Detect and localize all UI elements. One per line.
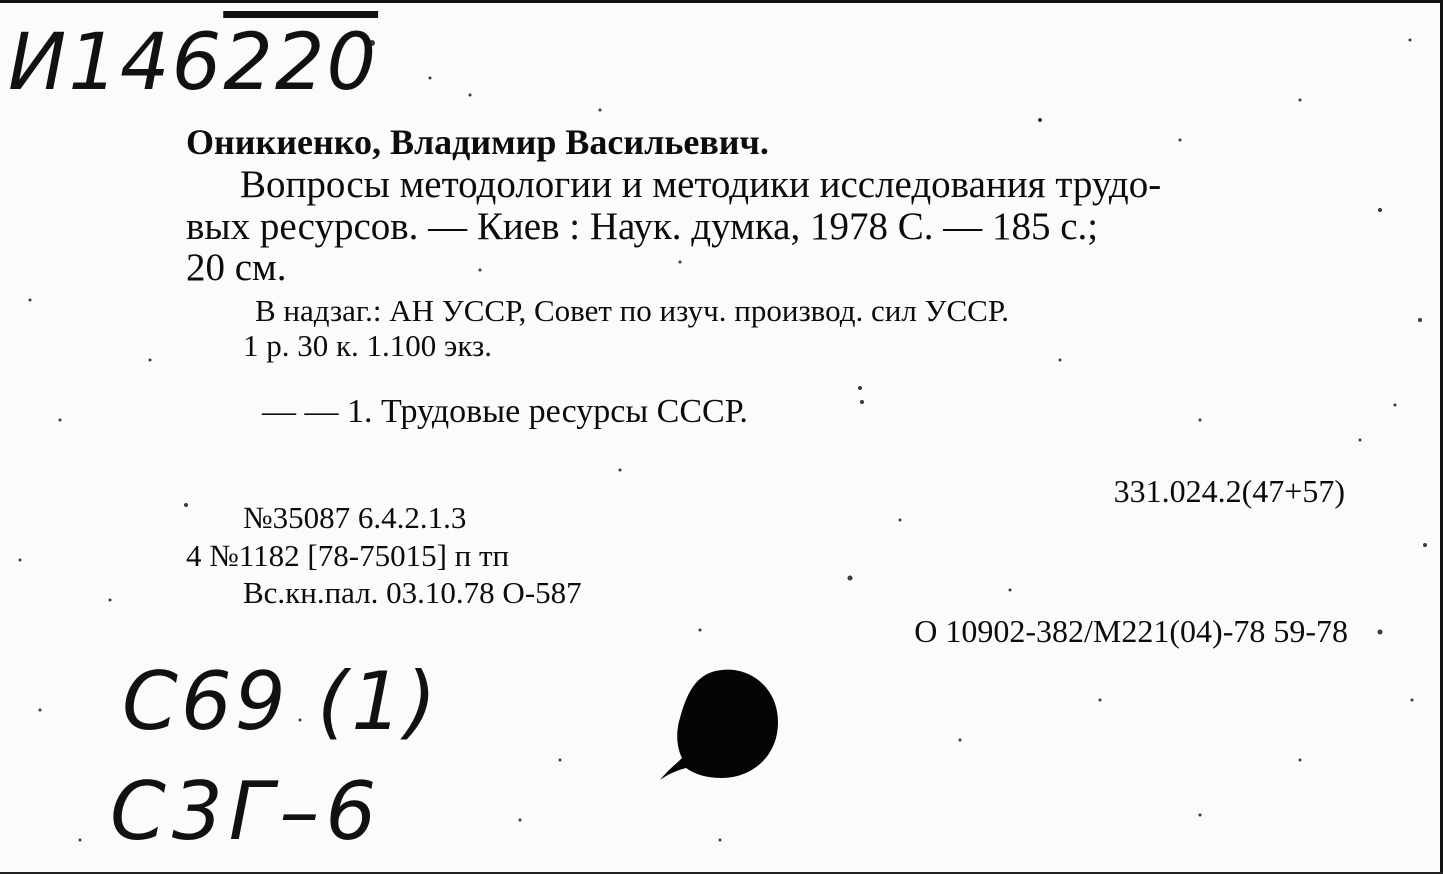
classification-number: 331.024.2(47+57) [1113,473,1345,509]
registration-line-3: Вс.кн.пал. 03.10.78 О-587 [243,575,582,610]
publisher-note: В надзаг.: АН УССР, Совет по изуч. производ. сил УССР. [255,293,1009,328]
handwritten-code-2: С3Г–6 [110,765,383,858]
subject-heading: — — 1. Трудовые ресурсы СССР. [262,393,748,430]
author-name: Оникиенко, Владимир Васильевич. [186,122,769,162]
index-code: О 10902-382/М221(04)-78 59-78 [914,613,1348,649]
title-line-1: Вопросы методологии и методики исследования трудо- [240,163,1162,206]
registration-line-2: 4 №1182 [78-75015] п тп [186,538,510,573]
shelf-mark-prefix: И146 [8,18,224,108]
price-and-print-run: 1 р. 30 к. 1.100 экз. [243,328,493,363]
ink-blot [650,660,790,790]
shelf-mark-suffix: 220 [223,18,379,108]
registration-line-1: №35087 6.4.2.1.3 [243,500,467,535]
title-line-3: 20 см. [186,246,287,289]
handwritten-shelf-mark [8,18,378,108]
title-line-2: вых ресурсов. — Киев : Наук. думка, 1978 С. — 185 с.; [186,205,1099,248]
handwritten-code-1: С69 (1) [122,655,440,748]
